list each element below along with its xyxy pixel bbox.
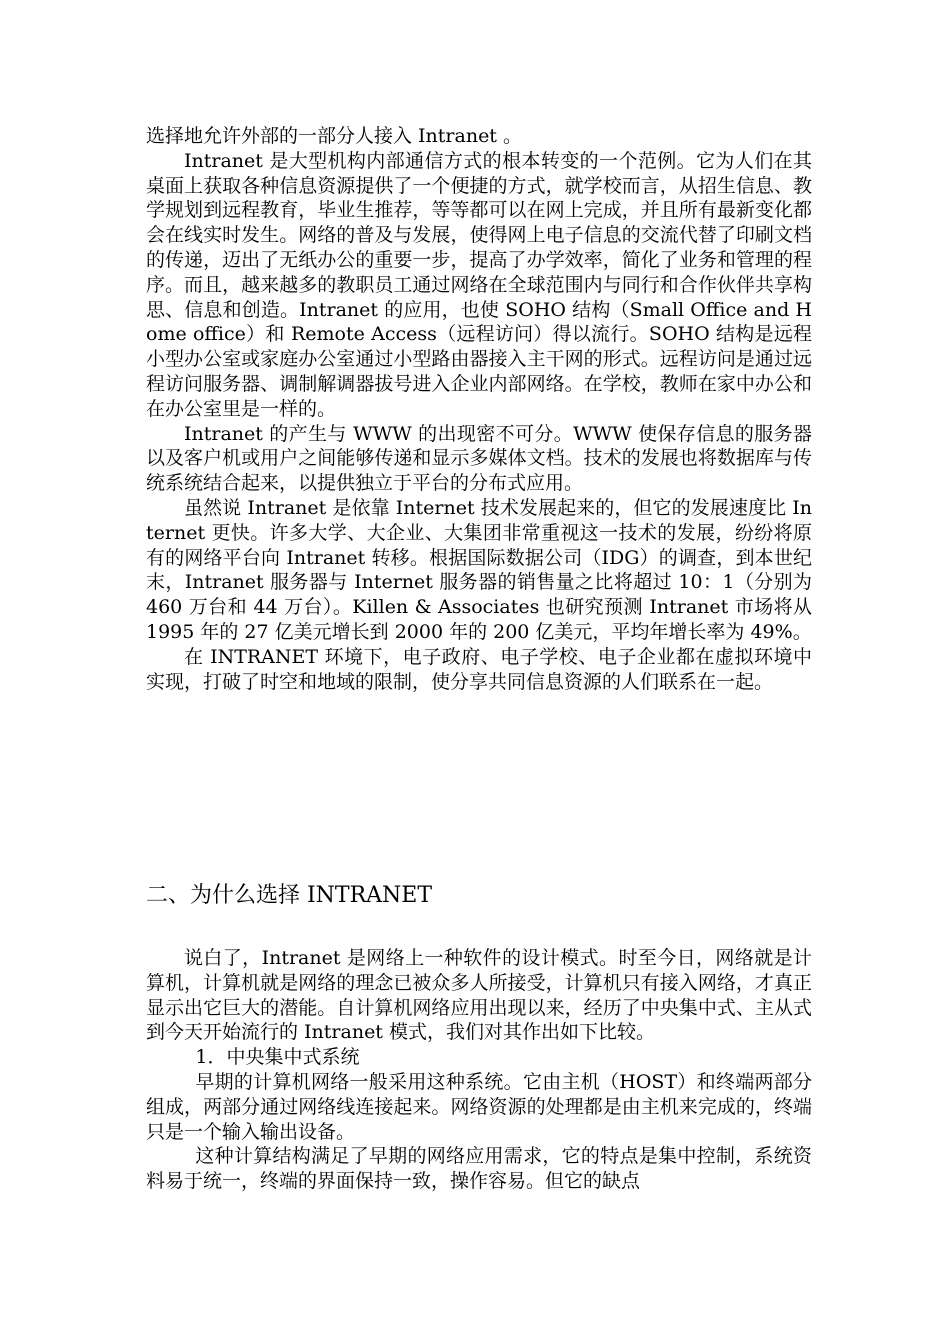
body-text-top — [146, 124, 812, 694]
paragraph-software-pattern: 说白了，Intranet 是网络上一种软件的设计模式。时至今日，网络就是计算机，计算机就是网络的理念已被众多人所接受，计算机只有接入网络，才真正显示出它巨大的潜能。自计算机网络应用出现以来，经历了中央集中式、主从式到今天开始流行的 Intranet 模式，我们对其作出如下比较。 — [146, 947, 812, 1044]
paragraph-intranet-environment: 在 INTRANET 环境下，电子政府、电子学校、电子企业都在虚拟环境中实现，打破了时空和地域的限制，使分享共同信息资源的人们联系在一起。 — [146, 645, 812, 693]
list-item-heading: 1．中央集中式系统 — [195, 1046, 360, 1069]
paragraph-intranet-www: Intranet 的产生与 WWW 的出现密不可分。WWW 使保存信息的服务器以及客户机或用户之间能够传递和显示多媒体文档。技术的发展也将数据库与传统系统结合起来，以提供独立于平台的分布式应用。 — [146, 422, 812, 495]
paragraph-intranet-paradigm: Intranet 是大型机构内部通信方式的根本转变的一个范例。它为人们在其桌面上获取各种信息资源提供了一个便捷的方式，就学校而言，从招生信息、教学规划到远程教育，毕业生推荐，等等都可以在网上完成，并且所有最新变化都会在线实时发生。网络的普及与发展，使得网上电子信息的交流代替了印刷文档的传递，迈出了无纸办公的重要一步，提高了办学效率，简化了业务和管理的程序。而且，越来越多的教职员工通过网络在全球范围内与同行和合作伙伴共享构思、信息和创造。Intranet 的应用，也使 SOHO 结构（Small Office and Home office）和 Remote Access（远程访问）得以流行。SOHO 结构是远程小型办公室或家庭办公室通过小型路由器接入主干网的形式。远程访问是通过远程访问服务器、调制解调器拔号进入企业内部网络。在学校，教师在家中办公和在办公室里是一样的。 — [146, 149, 812, 420]
paragraph-continuation: 选择地允许外部的一部分人接入 Intranet 。 — [146, 125, 522, 147]
paragraph-intranet-growth: 虽然说 Intranet 是依靠 Internet 技术发展起来的，但它的发展速度比 Internet 更快。许多大学、大企业、大集团非常重视这一技术的发展，纷纷将原有的网络平台向 Intranet 转移。根据国际数据公司（IDG）的调查，到本世纪末，Intranet 服务器与 Internet 服务器的销售量之比将超过 10：1（分别为 460 万台和 44 万台）。Killen & Associates 也研究预测 Intranet 市场将从 1995 年的 27 亿美元增长到 2000 年的 200 亿美元，平均年增长率为 49%。 — [146, 496, 812, 643]
body-text-bottom — [146, 946, 812, 1194]
paragraph-centralized-system: 早期的计算机网络一般采用这种系统。它由主机（HOST）和终端两部分组成，两部分通过网络线连接起来。网络资源的处理都是由主机来完成的，终端只是一个输入输出设备。 — [146, 1070, 812, 1143]
section-heading: 二、为什么选择 INTRANET — [146, 883, 433, 908]
paragraph-centralized-features: 这种计算结构满足了早期的网络应用需求，它的特点是集中控制，系统资料易于统一，终端的界面保持一致，操作容易。但它的缺点 — [146, 1145, 812, 1193]
